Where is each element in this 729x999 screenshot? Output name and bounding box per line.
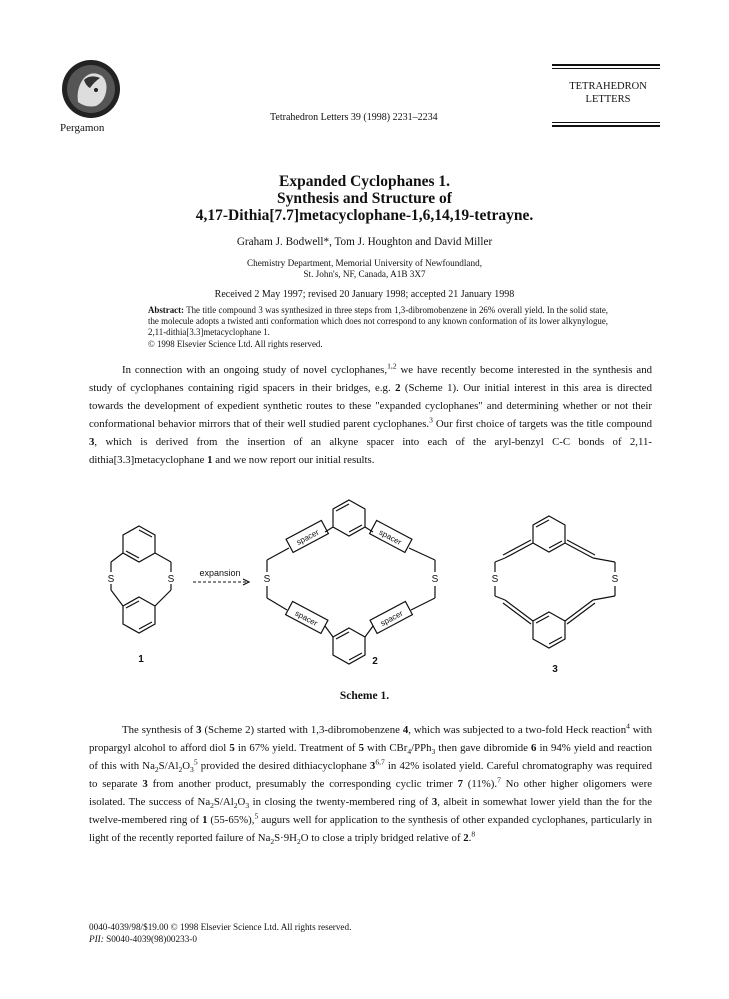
compound-1-structure — [111, 526, 171, 633]
sulfur-label-2a: S — [263, 574, 271, 585]
synthesis-paragraph: The synthesis of 3 (Scheme 2) started with 1,3-dibromobenzene 4, which was subjected to a two-fold Heck reaction$^4$ with propargyl alcohol to afford diol 5 in 67% yield. Treatment of 5 with CBr$_4$/PPh$_3$ then gave dibromide 6 in 94% yield and reaction of this with $Na_2S/Al_2O_3^5$ provided the desired dithiacyclophane 3$^{6,7}$ in 42% isolated yield. Careful chromatography was required to separate 3 from another product, presumably the corresponding cyclic trimer 7 (11%).$^7$ No other higher oligomers were isolated. The success of $Na_2S/Al_2O_3$ in closing the twenty-membered ring of 3, albeit in somewhat lower yield than the for the twelve-membered ring of 1 (55-65%),$^5$ augurs well for application to the synthesis of other expanded cyclophanes, particularly in light of the recently reported failure of $Na_2S\cdot 9H_2O$ to close a triply bridged relative of 2.$^8$ — [89, 721, 653, 847]
pii-value: S0040-4039(98)00233-0 — [106, 934, 197, 944]
title-line-1: Expanded Cyclophanes 1. — [279, 173, 450, 190]
spacer-label-tr: spacer — [377, 527, 404, 547]
title-line-2: Synthesis and Structure of — [277, 190, 452, 207]
top-rule — [552, 64, 660, 66]
intro-paragraph: In connection with an ongoing study of novel cyclophanes,$^{1,2}$ we have recently become interested in the synthesis and study of cyclophanes containing rigid spacers in their bridges, e.g. 2 (Scheme 1). Our initial interest in this area is directed towards the development of expedient synthetic routes to these "expanded cyclophanes" and determining whether or not their conformational behavior mirrors that of their well studied parent cyclophanes.$^3$ Our first choice of targets was the title compound 3, which is derived from the insertion of an alkyne spacer into each of the aryl-benzyl C-C bonds of 2,11-dithia[3.3]metacyclophane 1 and we now report our initial results. — [89, 361, 653, 466]
publisher-name: Pergamon — [60, 122, 105, 134]
journal-reference: Tetrahedron Letters 39 (1998) 2231–2234 — [270, 112, 438, 123]
footer-pii — [89, 933, 351, 945]
title-line-3: 4,17-Dithia[7.7]metacyclophane-1,6,14,19-tetrayne. — [195, 207, 534, 224]
journal-box — [566, 80, 650, 106]
journal-box-line1: TETRAHEDRON — [569, 81, 647, 92]
sulfur-label-3a: S — [491, 574, 499, 585]
abstract-text: The title compound 3 was synthesized in three steps from 1,3-dibromobenzene in 26% overall yield. In the solid state, the molecule adopts a twisted anti conformation which does not correspond to any known conformation of its lower alkynylogue, 2,11-dithia[3.3]metacyclophane 1. — [148, 305, 608, 338]
spacer-label-bl: spacer — [293, 608, 320, 628]
abstract-copyright: © 1998 Elsevier Science Ltd. All rights reserved. — [148, 338, 323, 349]
sulfur-label-1b: S — [167, 574, 175, 585]
authors: Graham J. Bodwell*, Tom J. Houghton and David Miller — [236, 236, 493, 248]
bottom-rule — [552, 125, 660, 127]
affiliation — [0, 258, 729, 280]
footer — [89, 921, 351, 945]
affiliation-line-1: Chemistry Department, Memorial University of Newfoundland, — [247, 258, 482, 268]
compound-2-structure — [267, 500, 435, 664]
compound-2-label: 2 — [372, 656, 378, 667]
affiliation-line-2: St. John's, NF, Canada, A1B 3X7 — [303, 269, 426, 279]
bottom-rule-thin — [552, 122, 660, 123]
sulfur-label-3b: S — [611, 574, 619, 585]
footer-copyright: 0040-4039/98/$19.00 © 1998 Elsevier Science Ltd. All rights reserved. — [89, 922, 352, 932]
spacer-label-tl: spacer — [294, 527, 321, 547]
top-rule-thin — [552, 68, 660, 69]
compound-3-structure — [495, 516, 615, 648]
abstract-label: Abstract: — [148, 305, 184, 315]
abstract — [148, 305, 608, 350]
spacer-label-br: spacer — [378, 608, 405, 628]
journal-box-line2: LETTERS — [585, 94, 631, 105]
pergamon-logo — [60, 58, 122, 120]
sulfur-label-1a: S — [107, 574, 115, 585]
compound-3-label: 3 — [552, 664, 558, 675]
pii-label: PII: — [89, 934, 104, 944]
expansion-label: expansion — [199, 568, 241, 578]
scheme-1 — [89, 492, 652, 682]
received-dates: Received 2 May 1997; revised 20 January 1998; accepted 21 January 1998 — [214, 289, 515, 300]
sulfur-label-2b: S — [431, 574, 439, 585]
scheme-caption: Scheme 1. — [339, 690, 390, 702]
compound-1-label: 1 — [138, 654, 144, 665]
